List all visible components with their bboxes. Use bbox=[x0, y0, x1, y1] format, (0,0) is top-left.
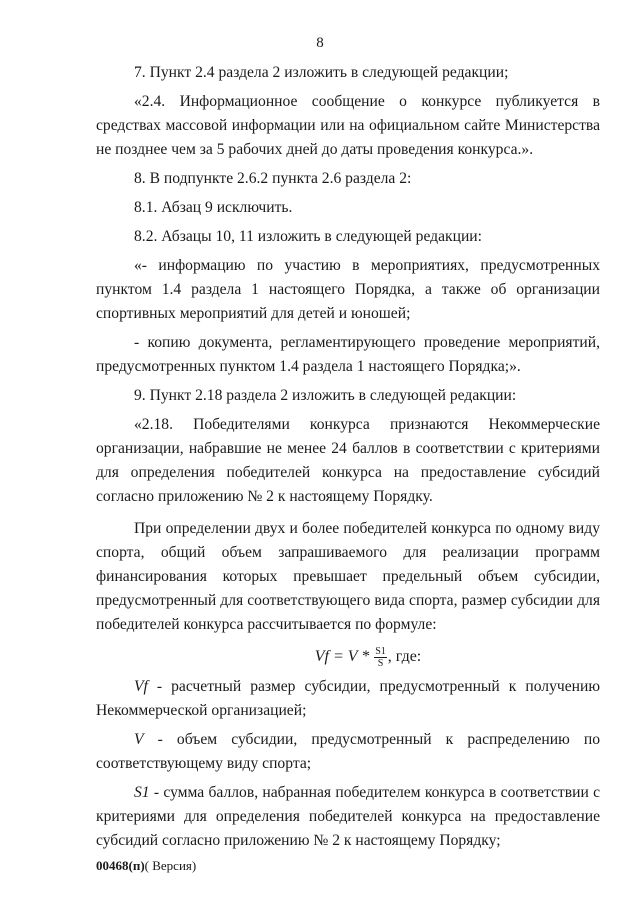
paragraph-quote-2-4: «2.4. Информационное сообщение о конкурсе публикуется в средствах массовой информации или на официальном сайте Министерства не позднее чем за 5 рабочих дней до даты проведения конкурса.». bbox=[96, 93, 600, 158]
paragraph-quote-2-18: «2.18. Победителями конкурса признаются Некоммерческие организации, набравшие не менее 24 баллов в соответствии с критериями для определения победителей конкурса на предоставление субсидий согласно приложению № 2 к настоящему Порядку. bbox=[96, 416, 600, 505]
def-v-text: - объем субсидии, предусмотренный к распределению по соответствующему виду спорта; bbox=[96, 731, 600, 772]
paragraph-def-v bbox=[96, 728, 600, 776]
document-body bbox=[96, 61, 600, 858]
paragraph-quote-copy: - копию документа, регламентирующего проведение мероприятий, предусмотренных пунктом 1.4 раздела 1 настоящего Порядка;». bbox=[96, 334, 600, 375]
paragraph-item-8-1: 8.1. Абзац 9 исключить. bbox=[134, 199, 293, 216]
formula-fraction bbox=[374, 646, 387, 669]
paragraph-item-8: 8. В подпункте 2.6.2 пункта 2.6 раздела 2: bbox=[134, 170, 412, 187]
var-v: V bbox=[134, 731, 144, 748]
formula-denominator: S bbox=[377, 657, 384, 669]
paragraph-item-7: 7. Пункт 2.4 раздела 2 изложить в следующей редакции; bbox=[134, 64, 509, 81]
subsidy-formula bbox=[96, 645, 600, 669]
formula-lhs: Vf = V * bbox=[314, 648, 370, 665]
paragraph-quote-info: «- информацию по участию в мероприятиях, предусмотренных пунктом 1.4 раздела 1 настоящего Порядка, а также об организации спортивных мероприятий для детей и юношей; bbox=[96, 257, 600, 322]
var-vf: Vf bbox=[134, 678, 148, 695]
paragraph-item-8-2: 8.2. Абзацы 10, 11 изложить в следующей редакции: bbox=[134, 228, 482, 245]
formula-suffix: , где: bbox=[387, 648, 422, 665]
paragraph-def-vf bbox=[96, 675, 600, 723]
paragraph-def-s1 bbox=[96, 781, 600, 853]
def-s1-text: - сумма баллов, набранная победителем конкурса в соответствии с критериями для определения победителей конкурса на предоставление субсидий согласно приложению № 2 к настоящему Порядку; bbox=[96, 784, 600, 849]
footer-label: ( Версия) bbox=[144, 858, 197, 873]
document-footer bbox=[96, 858, 196, 874]
page-number: 8 bbox=[316, 35, 324, 51]
paragraph-item-9: 9. Пункт 2.18 раздела 2 изложить в следующей редакции: bbox=[134, 387, 517, 404]
def-vf-text: - расчетный размер субсидии, предусмотренный к получению Некоммерческой организацией; bbox=[96, 678, 600, 719]
formula-numerator: S1 bbox=[375, 645, 386, 657]
paragraph-formula-intro: При определении двух и более победителей конкурса по одному виду спорта, общий объем запрашиваемого для реализации программ финансирования которых превышает предельный объем субсидии, предусмотренный для соответствующего вида спорта, размер субсидии для победителей конкурса рассчитывается по формуле: bbox=[96, 520, 600, 633]
var-s1: S1 bbox=[134, 784, 150, 801]
footer-code: 00468(п) bbox=[96, 858, 145, 873]
